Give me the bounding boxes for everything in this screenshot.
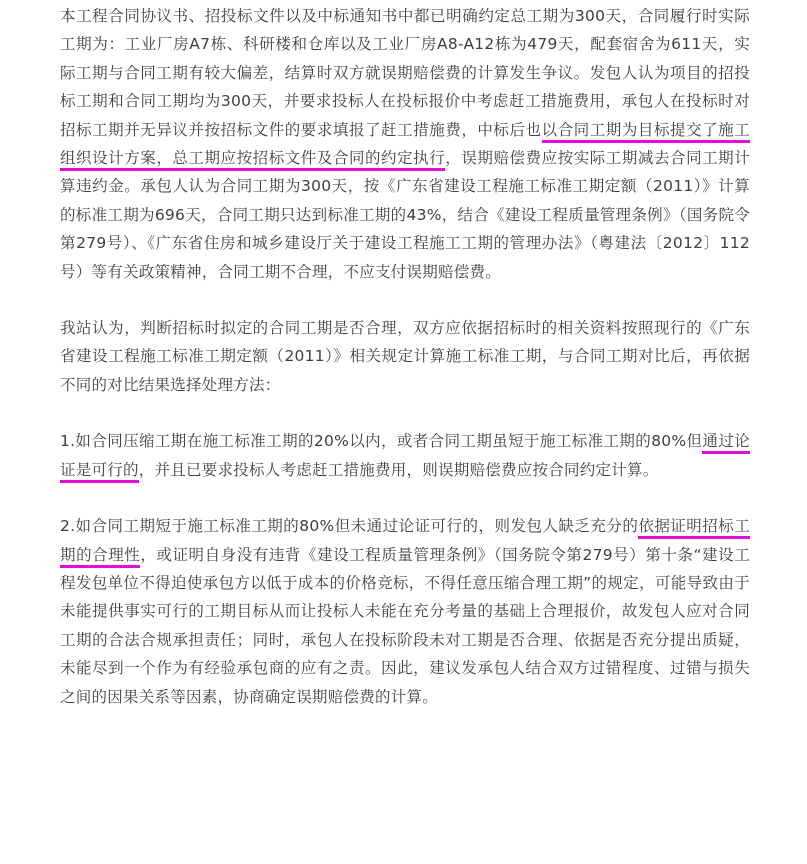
paragraph-method-1 [60,427,750,484]
highlighted-text: 以合同工期为目标提交了施工组织设计方案，总工期应按招标文件及合同的约定执行 [60,121,750,171]
paragraph-station-opinion [60,314,750,399]
paragraph-text: 2.如合同工期短于施工标准工期的80%但未通过论证可行的，则发包人缺乏充分的 [60,517,639,536]
paragraph-dispute-background [60,2,750,286]
paragraph-text: ，并且已要求投标人考虑赶工措施费用，则误期赔偿费应按合同约定计算。 [138,460,659,479]
paragraph-text: ，或证明自身没有违背《建设工程质量管理条例》（国务院令第279号）第十条“建设工程发包单位不得迫使承包方以低于成本的价格竞标，不得任意压缩合理工期”的规定，可能导致由于未能提供事实可行的工期目标从而让投标人未能在充分考量的基础上合理报价，故发包人应对合同工期的合法合规承担责任；同时，承包人在投标阶段未对工期是否合理、依据是否充分提出质疑，未能尽到一个作为有经验承包商的应有之责。因此，建议发承包人结合双方过错程度、过错与损失之间的因果关系等因素，协商确定误期赔偿费的计算。 [60,545,750,706]
paragraph-text: 1.如合同压缩工期在施工标准工期的20%以内，或者合同工期虽短于施工标准工期的80%但 [60,432,703,451]
highlighted-text: 通过论证是可行的 [60,432,750,482]
paragraph-text: 本工程合同协议书、招投标文件以及中标通知书中都已明确约定总工期为300天，合同履行时实际工期为：工业厂房A7栋、科研楼和仓库以及工业厂房A8-A12栋为479天，配套宿舍为611天，实际工期与合同工期有较大偏差，结算时双方就误期赔偿费的计算发生争议。发包人认为项目的招投标工期和合同工期均为300天，并要求投标人在投标报价中考虑赶工措施费用，承包人在投标时对招标工期并无异议并按招标文件的要求填报了赶工措施费，中标后也 [60,7,750,139]
paragraph-text: 我站认为，判断招标时拟定的合同工期是否合理，双方应依据招标时的相关资料按照现行的《广东省建设工程施工标准工期定额（2011）》相关规定计算施工标准工期，与合同工期对比后，再依据不同的对比结果选择处理方法： [60,319,750,394]
paragraph-text: ，误期赔偿费应按实际工期减去合同工期计算违约金。承包人认为合同工期为300天，按《广东省建设工程施工标准工期定额（2011）》计算的标准工期为696天，合同工期只达到标准工期的43%，结合《建设工程质量管理条例》（国务院令第279号）、《广东省住房和城乡建设厅关于建设工程施工工期的管理办法》（粤建法〔2012〕112号）等有关政策精神，合同工期不合理，不应支付误期赔偿费。 [60,149,750,281]
paragraph-method-2 [60,512,750,711]
article-body [60,2,750,739]
highlighted-text: 依据证明招标工期的合理性 [60,517,750,567]
